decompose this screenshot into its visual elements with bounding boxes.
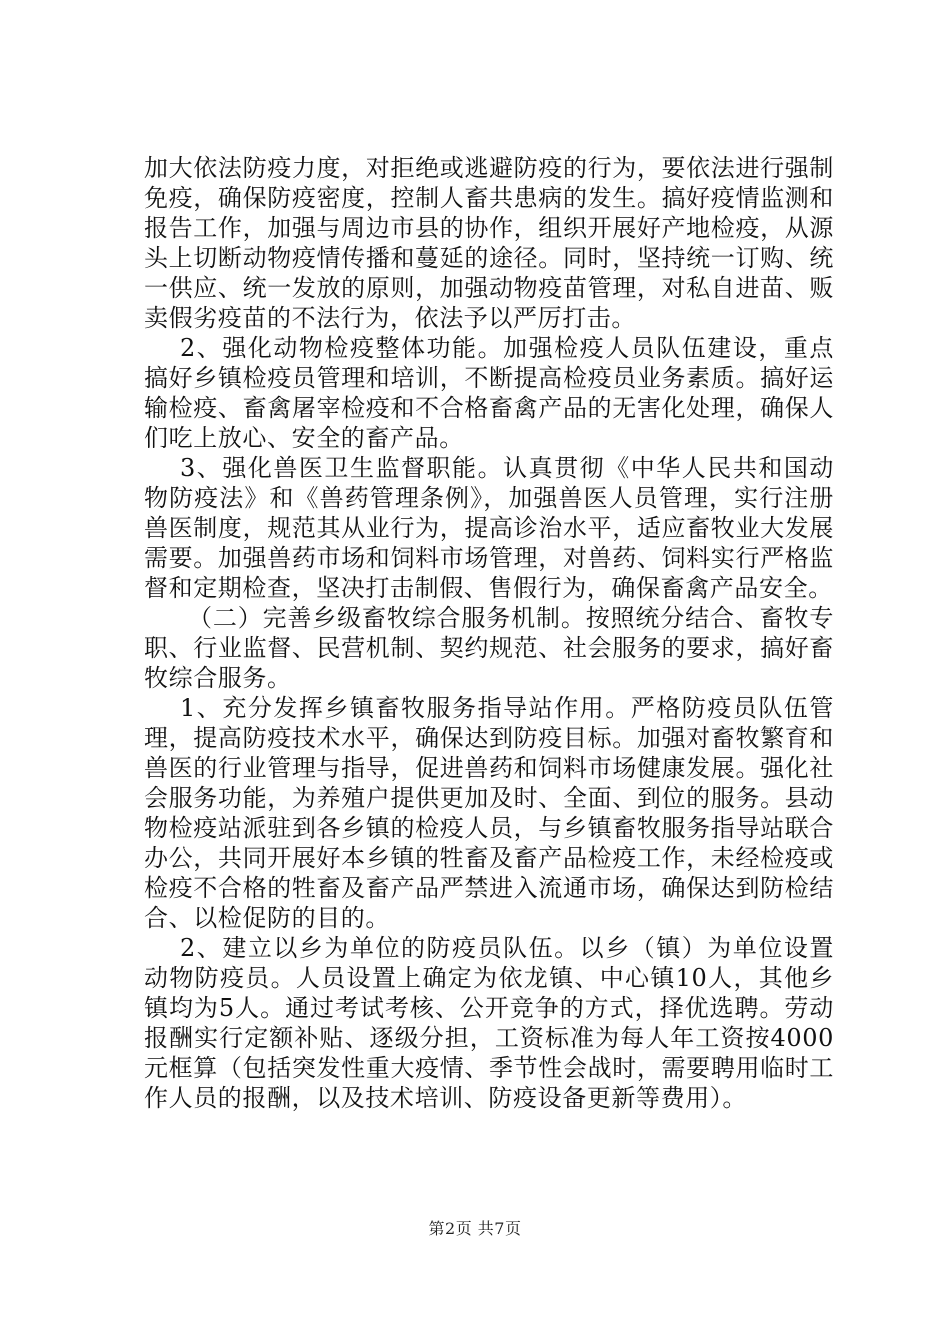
document-body xyxy=(144,153,834,1113)
paragraph-continuation: 加大依法防疫力度，对拒绝或逃避防疫的行为，要依法进行强制免疫，确保防疫密度，控制人畜共患病的发生。搞好疫情监测和报告工作，加强与周边市县的协作，组织开展好产地检疫，从源头上切断动物疫情传播和蔓延的途径。同时，坚持统一订购、统一供应、统一发放的原则，加强动物疫苗管理，对私自进苗、贩卖假劣疫苗的不法行为，依法予以严厉打击。 xyxy=(144,154,834,332)
paragraph-section-2: （二）完善乡级畜牧综合服务机制。按照统分结合、畜牧专职、行业监督、民营机制、契约规范、社会服务的要求，搞好畜牧综合服务。 xyxy=(144,604,834,692)
page-number-footer: 第2页 共7页 xyxy=(428,1219,522,1238)
paragraph-item-3: 3、强化兽医卫生监督职能。认真贯彻《中华人民共和国动物防疫法》和《兽药管理条例》，加强兽医人员管理，实行注册兽医制度，规范其从业行为，提高诊治水平，适应畜牧业大发展需要。加强兽药市场和饲料市场管理，对兽药、饲料实行严格监督和定期检查，坚决打击制假、售假行为，确保畜禽产品安全。 xyxy=(144,454,834,602)
paragraph-item-2b: 2、建立以乡为单位的防疫员队伍。以乡（镇）为单位设置动物防疫员。人员设置上确定为依龙镇、中心镇10人，其他乡镇均为5人。通过考试考核、公开竞争的方式，择优选聘。劳动报酬实行定额补贴、逐级分担，工资标准为每人年工资按4000元框算（包括突发性重大疫情、季节性会战时，需要聘用临时工作人员的报酬，以及技术培训、防疫设备更新等费用）。 xyxy=(144,934,834,1112)
paragraph-item-2: 2、强化动物检疫整体功能。加强检疫人员队伍建设，重点搞好乡镇检疫员管理和培训，不断提高检疫员业务素质。搞好运输检疫、畜禽屠宰检疫和不合格畜禽产品的无害化处理，确保人们吃上放心、安全的畜产品。 xyxy=(144,334,834,452)
paragraph-item-1: 1、充分发挥乡镇畜牧服务指导站作用。严格防疫员队伍管理，提高防疫技术水平，确保达到防疫目标。加强对畜牧繁育和兽医的行业管理与指导，促进兽药和饲料市场健康发展。强化社会服务功能，为养殖户提供更加及时、全面、到位的服务。县动物检疫站派驻到各乡镇的检疫人员，与乡镇畜牧服务指导站联合办公，共同开展好本乡镇的牲畜及畜产品检疫工作，未经检疫或检疫不合格的牲畜及畜产品严禁进入流通市场，确保达到防检结合、以检促防的目的。 xyxy=(144,694,834,932)
